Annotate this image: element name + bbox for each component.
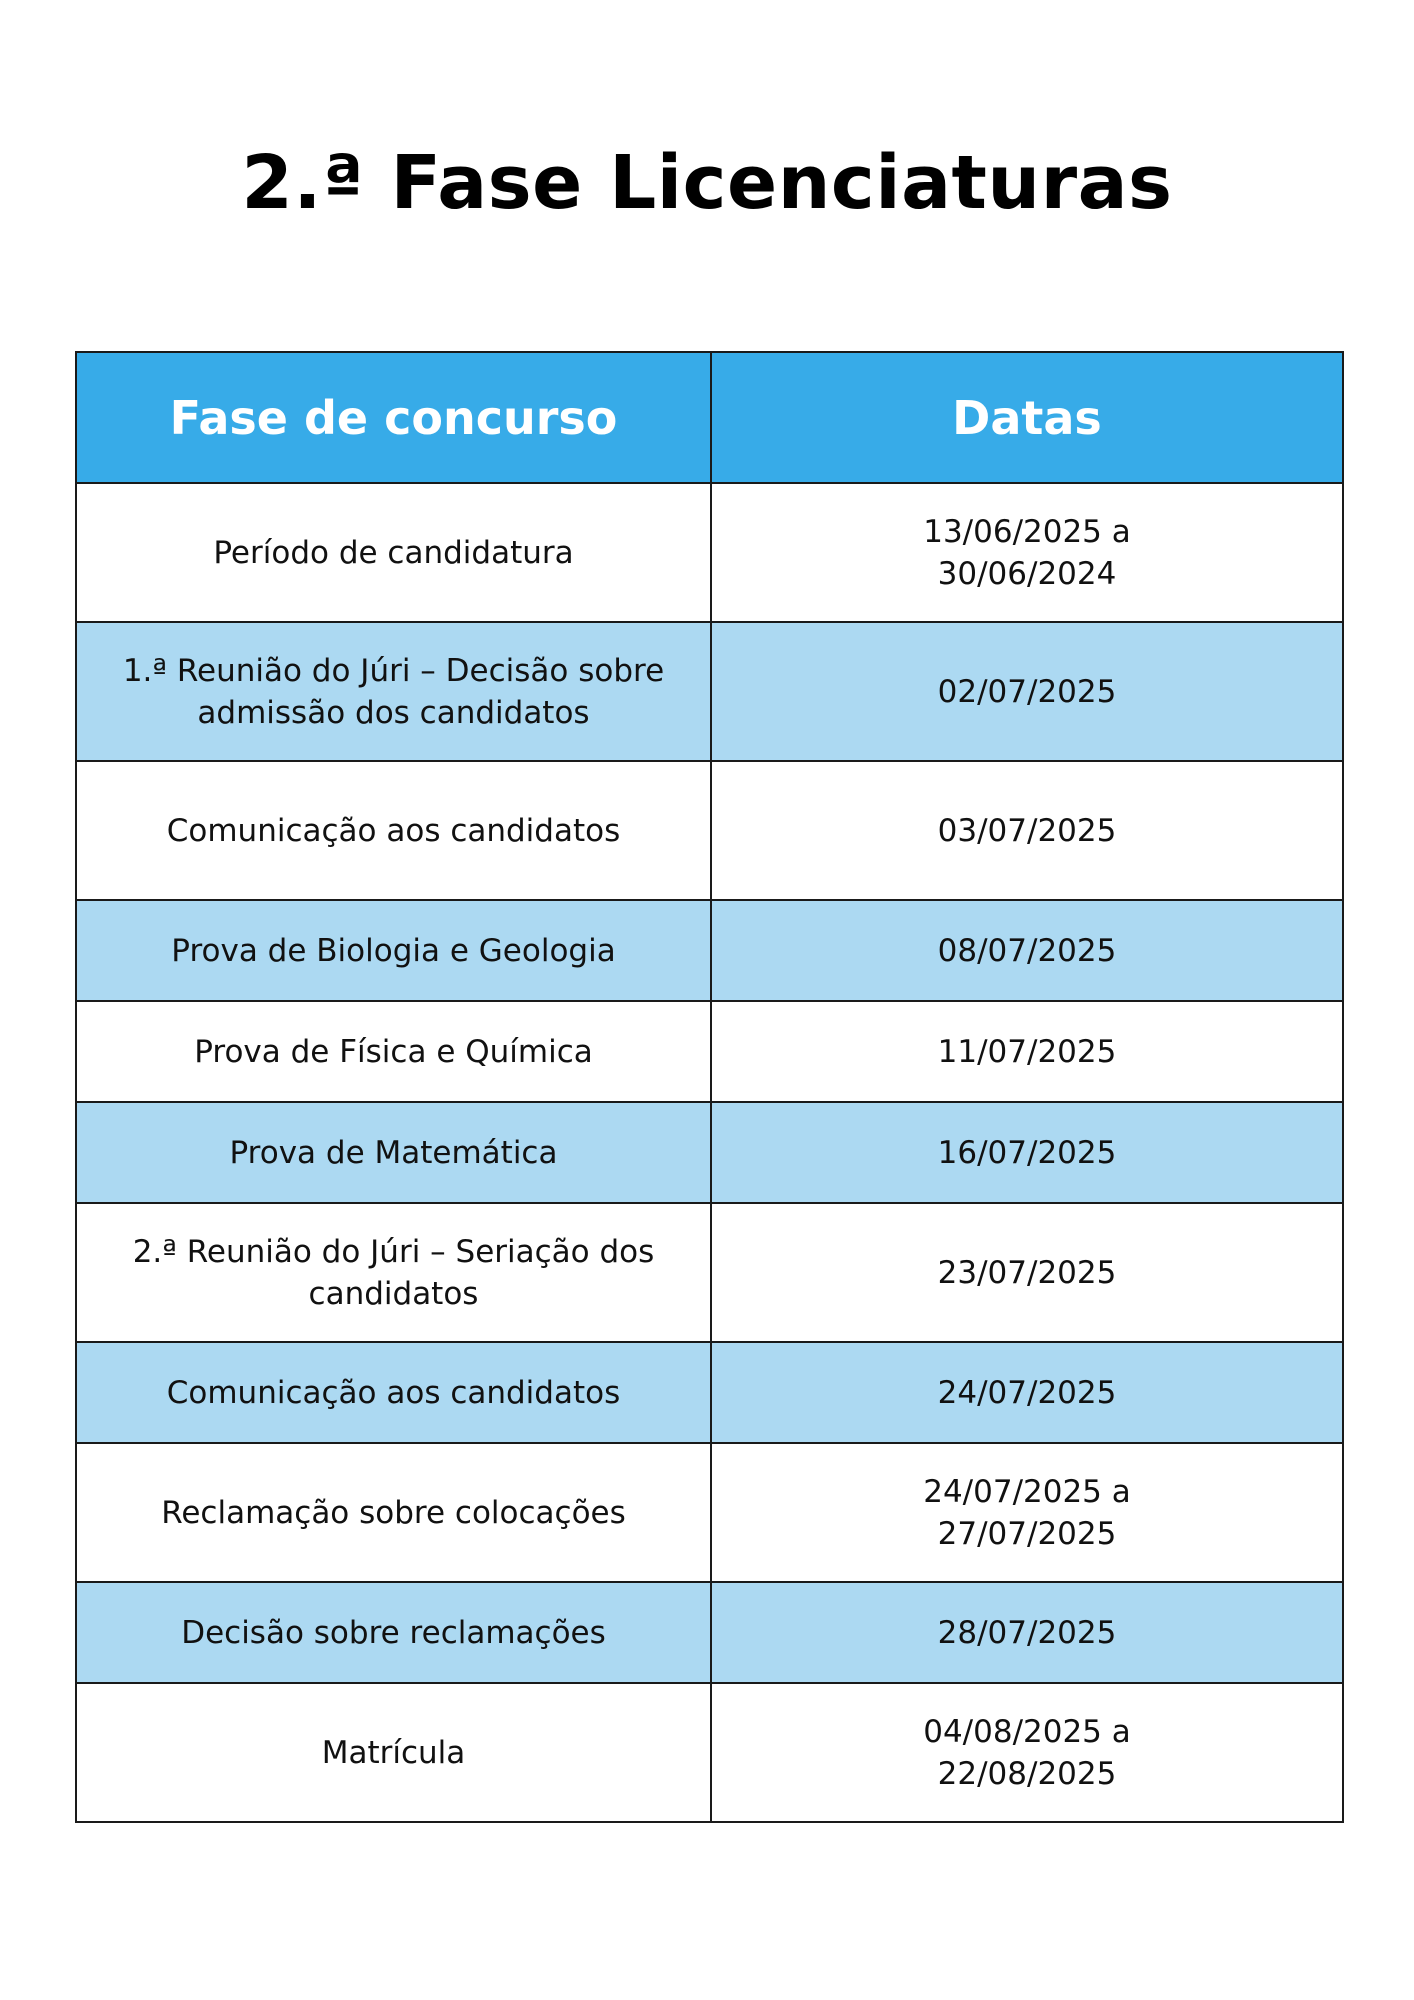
fase-cell: Reclamação sobre colocações [76, 1443, 711, 1582]
datas-cell: 28/07/2025 [711, 1582, 1343, 1683]
datas-cell: 24/07/2025 a 27/07/2025 [711, 1443, 1343, 1582]
datas-cell: 23/07/2025 [711, 1203, 1343, 1342]
table-row [76, 622, 1343, 761]
fase-cell: Matrícula [76, 1683, 711, 1822]
page-title: 2.ª Fase Licenciaturas [241, 140, 1173, 226]
fase-cell: Período de candidatura [76, 483, 711, 622]
datas-cell: 13/06/2025 a 30/06/2024 [711, 483, 1343, 622]
fase-cell: 2.ª Reunião do Júri – Seriação dos candidatos [76, 1203, 711, 1342]
table-row [76, 761, 1343, 900]
fase-cell: 1.ª Reunião do Júri – Decisão sobre admissão dos candidatos [76, 622, 711, 761]
datas-cell: 16/07/2025 [711, 1102, 1343, 1203]
table-row [76, 483, 1343, 622]
table-row [76, 1001, 1343, 1102]
fase-cell: Prova de Biologia e Geologia [76, 900, 711, 1001]
column-header-datas: Datas [711, 352, 1343, 483]
datas-cell: 24/07/2025 [711, 1342, 1343, 1443]
datas-cell: 03/07/2025 [711, 761, 1343, 900]
fase-cell: Comunicação aos candidatos [76, 1342, 711, 1443]
datas-cell: 11/07/2025 [711, 1001, 1343, 1102]
table-row [76, 1582, 1343, 1683]
fase-cell: Comunicação aos candidatos [76, 761, 711, 900]
table-row [76, 1102, 1343, 1203]
fase-cell: Prova de Física e Química [76, 1001, 711, 1102]
datas-cell: 04/08/2025 a 22/08/2025 [711, 1683, 1343, 1822]
schedule-table [75, 351, 1344, 1823]
column-header-fase: Fase de concurso [76, 352, 711, 483]
datas-cell: 08/07/2025 [711, 900, 1343, 1001]
table-row [76, 1203, 1343, 1342]
datas-cell: 02/07/2025 [711, 622, 1343, 761]
table-row [76, 1443, 1343, 1582]
table-header-row [76, 352, 1343, 483]
table-row [76, 1683, 1343, 1822]
fase-cell: Decisão sobre reclamações [76, 1582, 711, 1683]
table-row [76, 900, 1343, 1001]
table-row [76, 1342, 1343, 1443]
fase-cell: Prova de Matemática [76, 1102, 711, 1203]
